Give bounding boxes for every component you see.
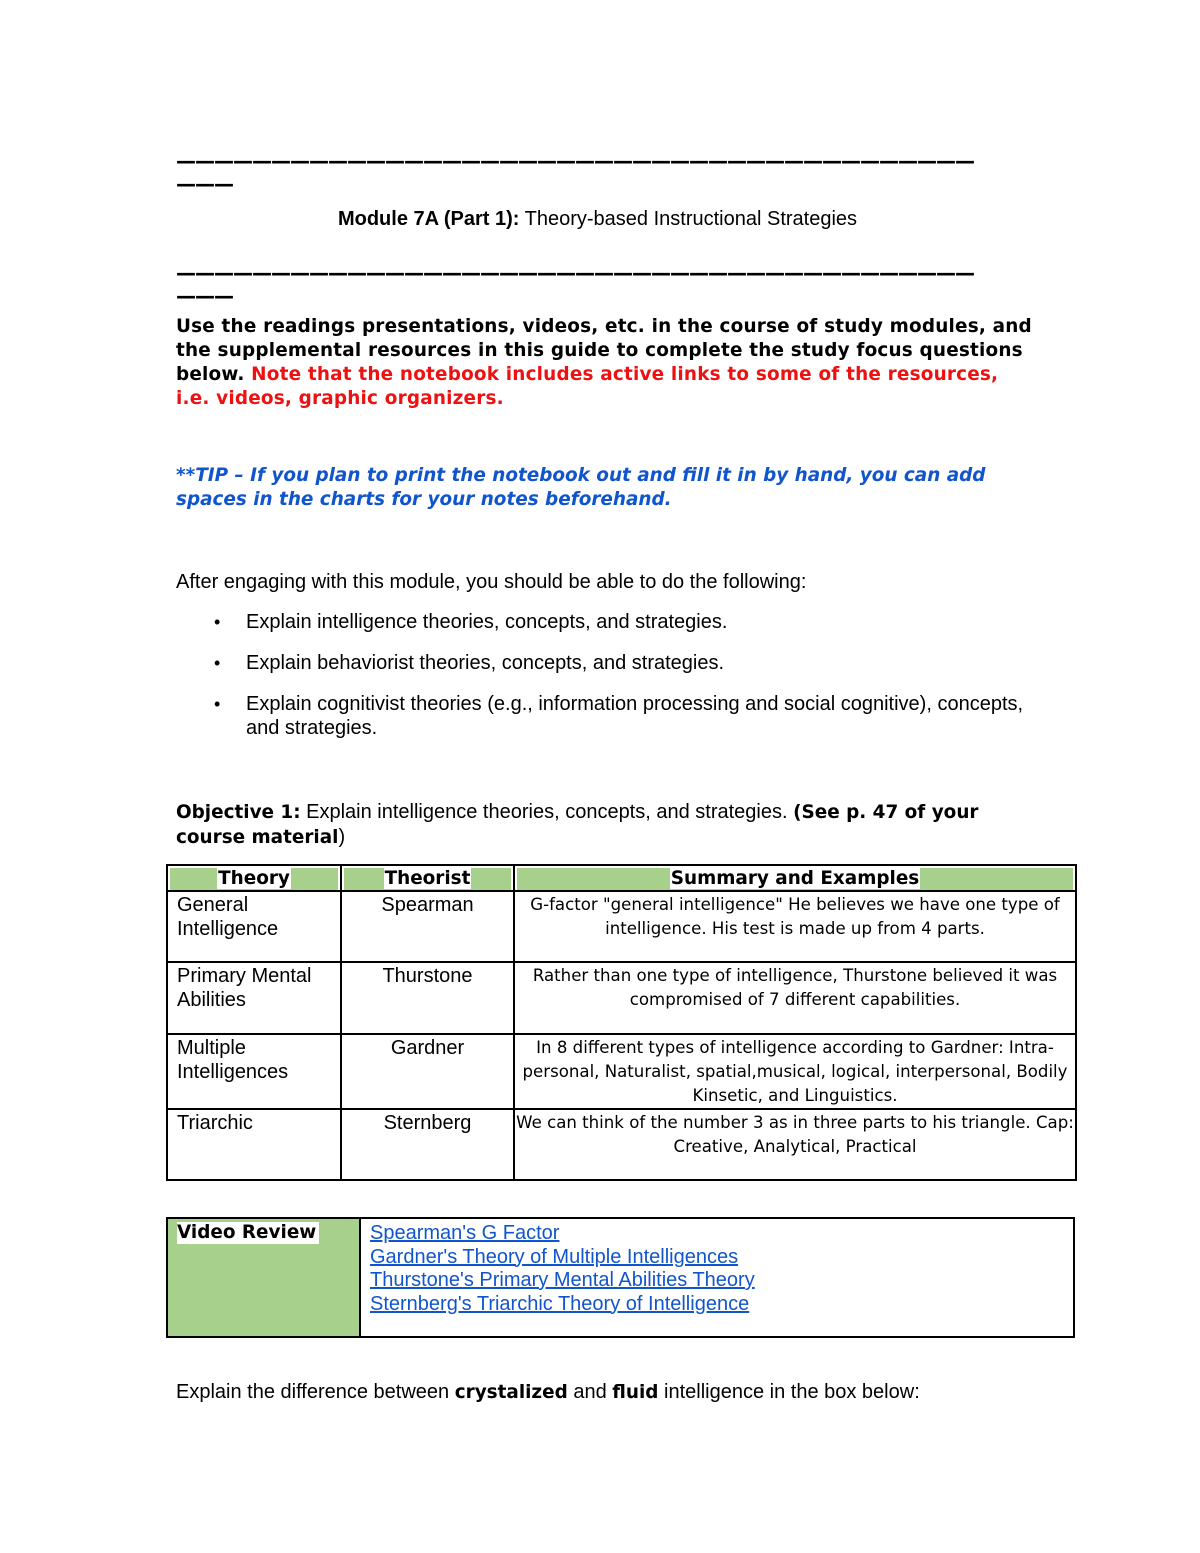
cell-summary[interactable]: Rather than one type of intelligence, Thurstone believed it was compromised of 7 different capabilities.: [514, 962, 1076, 1034]
table-row: [167, 1034, 1076, 1109]
instructions: [176, 315, 1036, 411]
divider-tail: ———: [176, 172, 233, 196]
list-item-text: Explain cognitivist theories (e.g., information processing and social cognitive), concepts, and strategies.: [246, 693, 1024, 739]
table-header-row: [167, 865, 1076, 891]
objective-label: Objective 1:: [176, 802, 301, 823]
cell-theory[interactable]: General Intelligence: [167, 891, 341, 962]
video-review-label: Video Review: [177, 1222, 319, 1244]
cell-summary[interactable]: In 8 different types of intelligence according to Gardner: Intra-personal, Naturalist, spatial,musical, logical, interpersonal, Bodily Kinsetic, and Linguistics.: [514, 1034, 1076, 1109]
title-module: Module 7A (Part 1):: [337, 208, 520, 230]
list-item: [176, 651, 1036, 675]
table-row: [167, 891, 1076, 962]
list-item: [176, 610, 1036, 634]
header-theory: Theory: [167, 865, 341, 891]
objectives-list: [176, 610, 1036, 757]
term-fluid: fluid: [612, 1382, 659, 1403]
explain-prompt: Explain the difference between crystalized and fluid intelligence in the box below:: [176, 1381, 920, 1403]
objective-reference: (See p. 47 of your course material: [176, 802, 979, 848]
cell-theorist[interactable]: Sternberg: [341, 1109, 514, 1180]
link-thurstone-video[interactable]: Thurstone's Primary Mental Abilities Theory: [370, 1269, 755, 1291]
divider-tail: ———: [176, 284, 233, 308]
video-review-label-cell: [167, 1218, 360, 1337]
link-gardner-video[interactable]: Gardner's Theory of Multiple Intelligences: [370, 1245, 739, 1268]
list-item-text: Explain behaviorist theories, concepts, and strategies.: [246, 652, 725, 674]
cell-theory[interactable]: Triarchic: [167, 1109, 341, 1180]
cell-theory[interactable]: Multiple Intelligences: [167, 1034, 341, 1109]
cell-theory[interactable]: Primary Mental Abilities: [167, 962, 341, 1034]
list-item-text: Explain intelligence theories, concepts, and strategies.: [246, 611, 728, 633]
cell-summary[interactable]: We can think of the number 3 as in three parts to his triangle. Cap: Creative, Analytical, Practical: [514, 1109, 1076, 1180]
bullet-icon: •: [214, 612, 221, 632]
video-review-table: [166, 1217, 1075, 1338]
header-summary: Summary and Examples: [514, 865, 1076, 891]
objective-reference-close: ): [338, 826, 346, 848]
tip-text: **TIP – If you plan to print the notebook out and fill it in by hand, you can add spaces in the charts for your notes beforehand.: [176, 465, 986, 510]
table-row: [167, 962, 1076, 1034]
cell-theorist[interactable]: Gardner: [341, 1034, 514, 1109]
bullet-icon: •: [214, 694, 221, 714]
divider-line: ——————————————————————————————————————————: [176, 149, 974, 173]
objective-1: [176, 800, 1036, 850]
objectives-intro: After engaging with this module, you should be able to do the following:: [176, 571, 807, 593]
title-text: Theory-based Instructional Strategies: [519, 208, 858, 230]
theory-table: [166, 864, 1077, 1181]
video-links-cell: [360, 1218, 1074, 1337]
link-sternberg-video[interactable]: Sternberg's Triarchic Theory of Intelligence: [370, 1292, 750, 1315]
divider-line: ——————————————————————————————————————————: [176, 261, 974, 285]
cell-theorist[interactable]: Thurstone: [341, 962, 514, 1034]
list-item: [176, 692, 1036, 740]
bullet-icon: •: [214, 653, 221, 673]
instructions-note: Note that the notebook includes active links to some of the resources, i.e. videos, graphic organizers.: [176, 364, 999, 409]
table-row: [167, 1109, 1076, 1180]
page-title: [0, 208, 1195, 231]
objective-text: Explain intelligence theories, concepts, and strategies.: [300, 801, 794, 823]
cell-theorist[interactable]: Spearman: [341, 891, 514, 962]
cell-summary[interactable]: G-factor "general intelligence" He believes we have one type of intelligence. His test is made up from 4 parts.: [514, 891, 1076, 962]
link-spearman-video[interactable]: Spearman's G Factor: [370, 1222, 560, 1244]
term-crystalized: crystalized: [454, 1382, 568, 1403]
instructions-main: Use the readings presentations, videos, etc. in the course of study modules, and the supplemental resources in this guide to complete the study focus questions below.: [176, 316, 1032, 385]
header-theorist: Theorist: [341, 865, 514, 891]
